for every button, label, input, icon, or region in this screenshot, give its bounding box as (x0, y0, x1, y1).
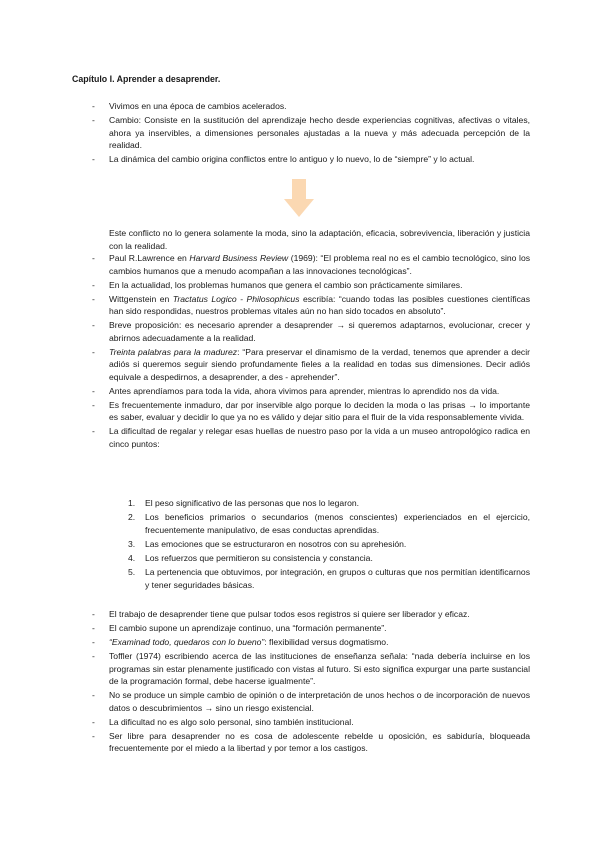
numbered-item: 2. Los beneficios primarios o secundarios (menos conscientes) experienciados en el ejercicio, frecuentemente manipulativo, de esas conductas aprendidas. (128, 512, 530, 535)
list-item: - Vivimos en una época de cambios acelerados. (92, 101, 287, 111)
chapter-title: Capítulo I. Aprender a desaprender. (72, 74, 221, 84)
dash-bullet: - (92, 293, 95, 304)
item-number: 1. (128, 498, 136, 508)
dash-bullet: - (92, 609, 95, 619)
list-item: - Wittgenstein en Tractatus Logico - Philosophicus escribía: “cuando todas las posibles cuestiones científicas han sido respondidas, nuestros problemas vitales aún no han sido tocados en absoluto”. (92, 293, 531, 317)
list-item: - El trabajo de desaprender tiene que pulsar todos esos registros si quiere ser liberador y eficaz. (92, 609, 470, 619)
list-item: - Antes aprendíamos para toda la vida, ahora vivimos para aprender, mientras lo aprendido nos da vida. (92, 385, 500, 396)
dash-bullet: - (92, 320, 95, 331)
dash-bullet: - (92, 622, 95, 633)
dash-bullet: - (92, 154, 95, 165)
dash-bullet: - (92, 426, 95, 437)
bullet-list-main (72, 252, 530, 452)
source-title: Harvard Business Review (189, 253, 289, 263)
list-item: - En la actualidad, los problemas humanos que genera el cambio son prácticamente similares. (92, 279, 463, 290)
numbered-item: 4. Los refuerzos que permitieron su consistencia y constancia. (128, 553, 373, 564)
dash-bullet: - (92, 730, 95, 741)
dash-bullet: - (92, 399, 95, 410)
down-arrow-icon (284, 179, 314, 217)
source-title: Tractatus Logico - Philosophicus (172, 293, 300, 304)
dash-bullet: - (92, 101, 95, 111)
source-title: Treinta palabras para la madurez (109, 346, 238, 357)
list-item: - Breve proposición: es necesario aprender a desaprender → si queremos adaptarnos, evolucionar, crecer y abrirnos adecuadamente a la realidad. (92, 320, 530, 343)
item-number: 5. (128, 567, 136, 578)
bullet-list-intro (72, 100, 530, 167)
numbered-item: 5. La pertenencia que obtuvimos, por integración, en grupos o culturas que nos permitían identificarnos y tener seguridades básicas. (128, 567, 530, 590)
dash-bullet: - (92, 253, 95, 263)
dash-bullet: - (92, 279, 95, 290)
list-item: - Toffler (1974) escribiendo acerca de las instituciones de enseñanza señala: “nada debería incluirse en los programas sin estar plenamente justificado con vistas al futuro. Si esto significa expurgar una parte sustancial de la programación formal, debe hacerse igualmente”. (92, 650, 530, 687)
list-item: - Es frecuentemente inmaduro, dar por inservible algo porque lo deciden la moda o las prisas → lo importante es saber, evaluar y decidir lo que ya no es válido y dejar sitio para el fluir de la vida responsablemente vivida. (92, 399, 530, 423)
dash-bullet: - (92, 716, 95, 727)
list-item: - Treinta palabras para la madurez: “Para preservar el dinamismo de la verdad, tenemos que aprender a decir adiós si queremos seguir siendo profundamente fieles a la realidad en todas sus dimensiones. Decir adiós equivale a despedirnos, a desaprender, a des - aprehender”. (92, 346, 530, 382)
item-number: 4. (128, 553, 136, 564)
list-item: - Cambio: Consiste en la sustitución del aprendizaje hecho desde experiencias cognitivas, afectivas o vitales, ahora ya inservibles, a dimensiones personales ajustadas a la nueva y más adecuada percepción de la realidad. (92, 114, 530, 151)
list-item: - “Examinad todo, quedaros con lo bueno”: flexibilidad versus dogmatismo. (92, 636, 389, 647)
list-item: - Paul R.Lawrence en Harvard Business Review (1969): “El problema real no es el cambio tecnológico, sino los cambios humanos que a menudo acompañan a las innovaciones tecnológicas”. (92, 253, 531, 276)
dash-bullet: - (92, 346, 95, 357)
quote-text: “Examinad todo, quedaros con lo bueno” (109, 636, 265, 647)
dash-bullet: - (92, 636, 95, 647)
list-item: - La dinámica del cambio origina conflictos entre lo antiguo y lo nuevo, lo de “siempre” y lo actual. (92, 154, 475, 165)
dash-bullet: - (92, 690, 95, 701)
numbered-item: 1. El peso significativo de las personas que nos lo legaron. (128, 498, 360, 508)
dash-bullet: - (92, 114, 95, 125)
numbered-item: 3. Las emociones que se estructuraron en nosotros con su aprehesión. (128, 538, 407, 549)
numbered-list (109, 497, 530, 593)
list-item: - No se produce un simple cambio de opinión o de interpretación de unos hechos o de incorporación de nuevos datos o descubrimientos → sino un riesgo existencial. (92, 690, 530, 713)
dash-bullet: - (92, 650, 95, 661)
dash-bullet: - (92, 385, 95, 396)
list-item: - La dificultad de regalar y relegar esas huellas de nuestro paso por la vida a un museo antropológico radica en cinco puntos: (92, 426, 530, 450)
list-item: - Ser libre para desaprender no es cosa de adolescente rebelde u oposición, es sabiduría, bloqueada frecuentemente por el miedo a la libertad y por temor a los castigos. (92, 730, 530, 754)
list-item: - El cambio supone un aprendizaje continuo, una “formación permanente”. (92, 622, 387, 633)
bullet-list-closing (72, 608, 530, 756)
term-label: Cambio: (109, 114, 141, 125)
list-item: - La dificultad no es algo solo personal, sino también institucional. (92, 716, 354, 727)
item-number: 3. (128, 538, 136, 549)
item-number: 2. (128, 512, 136, 523)
intro-paragraph: Este conflicto no lo genera solamente la moda, sino la adaptación, eficacia, sobrevivencia, liberación y justicia con la realidad. (109, 228, 530, 251)
